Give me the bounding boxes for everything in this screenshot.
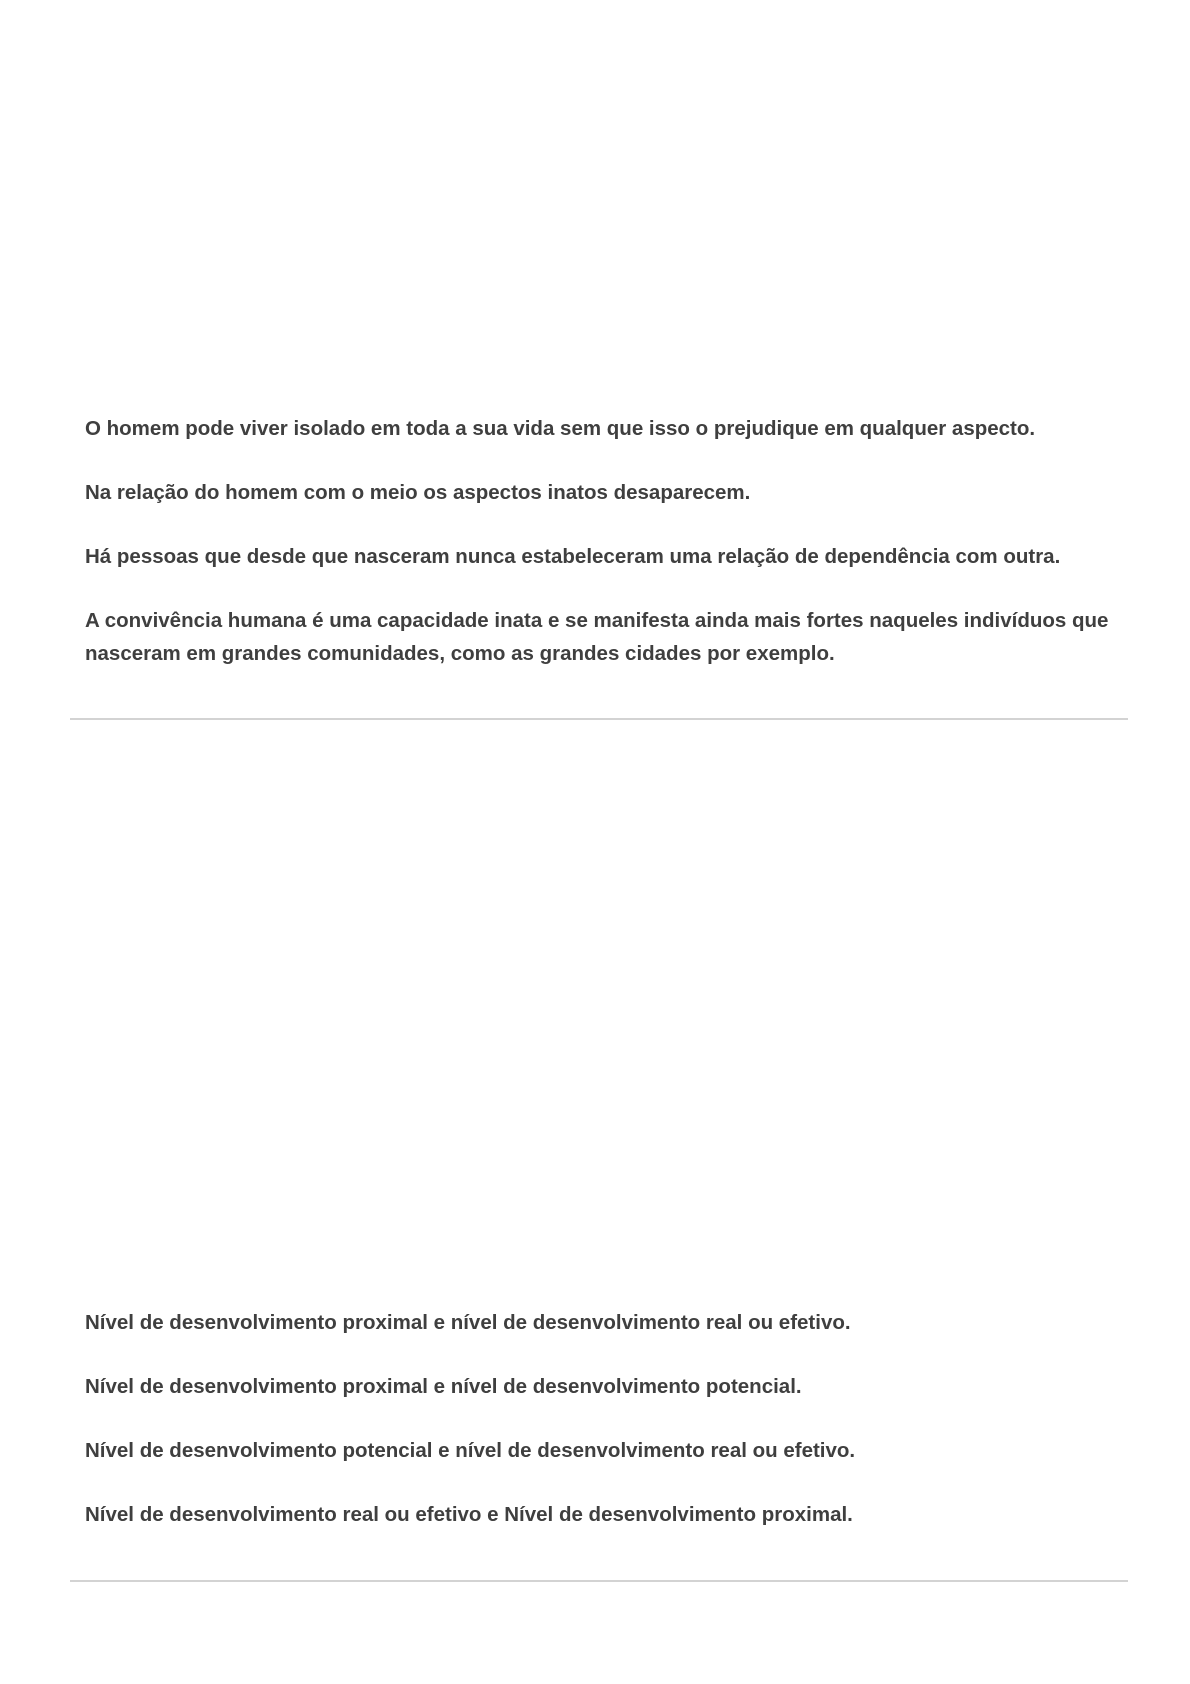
answer-option-3[interactable]: Há pessoas que desde que nasceram nunca estabeleceram uma relação de dependência com outra. <box>85 545 1061 568</box>
answer-option-1[interactable]: O homem pode viver isolado em toda a sua vida sem que isso o prejudique em qualquer aspecto. <box>85 417 1036 440</box>
section-divider <box>70 1580 1128 1582</box>
answer-option-4[interactable]: Nível de desenvolvimento real ou efetivo e Nível de desenvolvimento proximal. <box>85 1503 853 1526</box>
answer-option-2[interactable]: Nível de desenvolvimento proximal e nível de desenvolvimento potencial. <box>85 1375 802 1398</box>
section-divider <box>70 718 1128 720</box>
answer-option-3[interactable]: Nível de desenvolvimento potencial e nível de desenvolvimento real ou efetivo. <box>85 1439 856 1462</box>
answer-option-2[interactable]: Na relação do homem com o meio os aspectos inatos desaparecem. <box>85 481 751 504</box>
answer-option-1[interactable]: Nível de desenvolvimento proximal e nível de desenvolvimento real ou efetivo. <box>85 1311 851 1334</box>
answer-option-4[interactable]: A convivência humana é uma capacidade inata e se manifesta ainda mais fortes naqueles indivíduos que nasceram em grandes comunidades, como as grandes cidades por exemplo. <box>85 609 1109 665</box>
